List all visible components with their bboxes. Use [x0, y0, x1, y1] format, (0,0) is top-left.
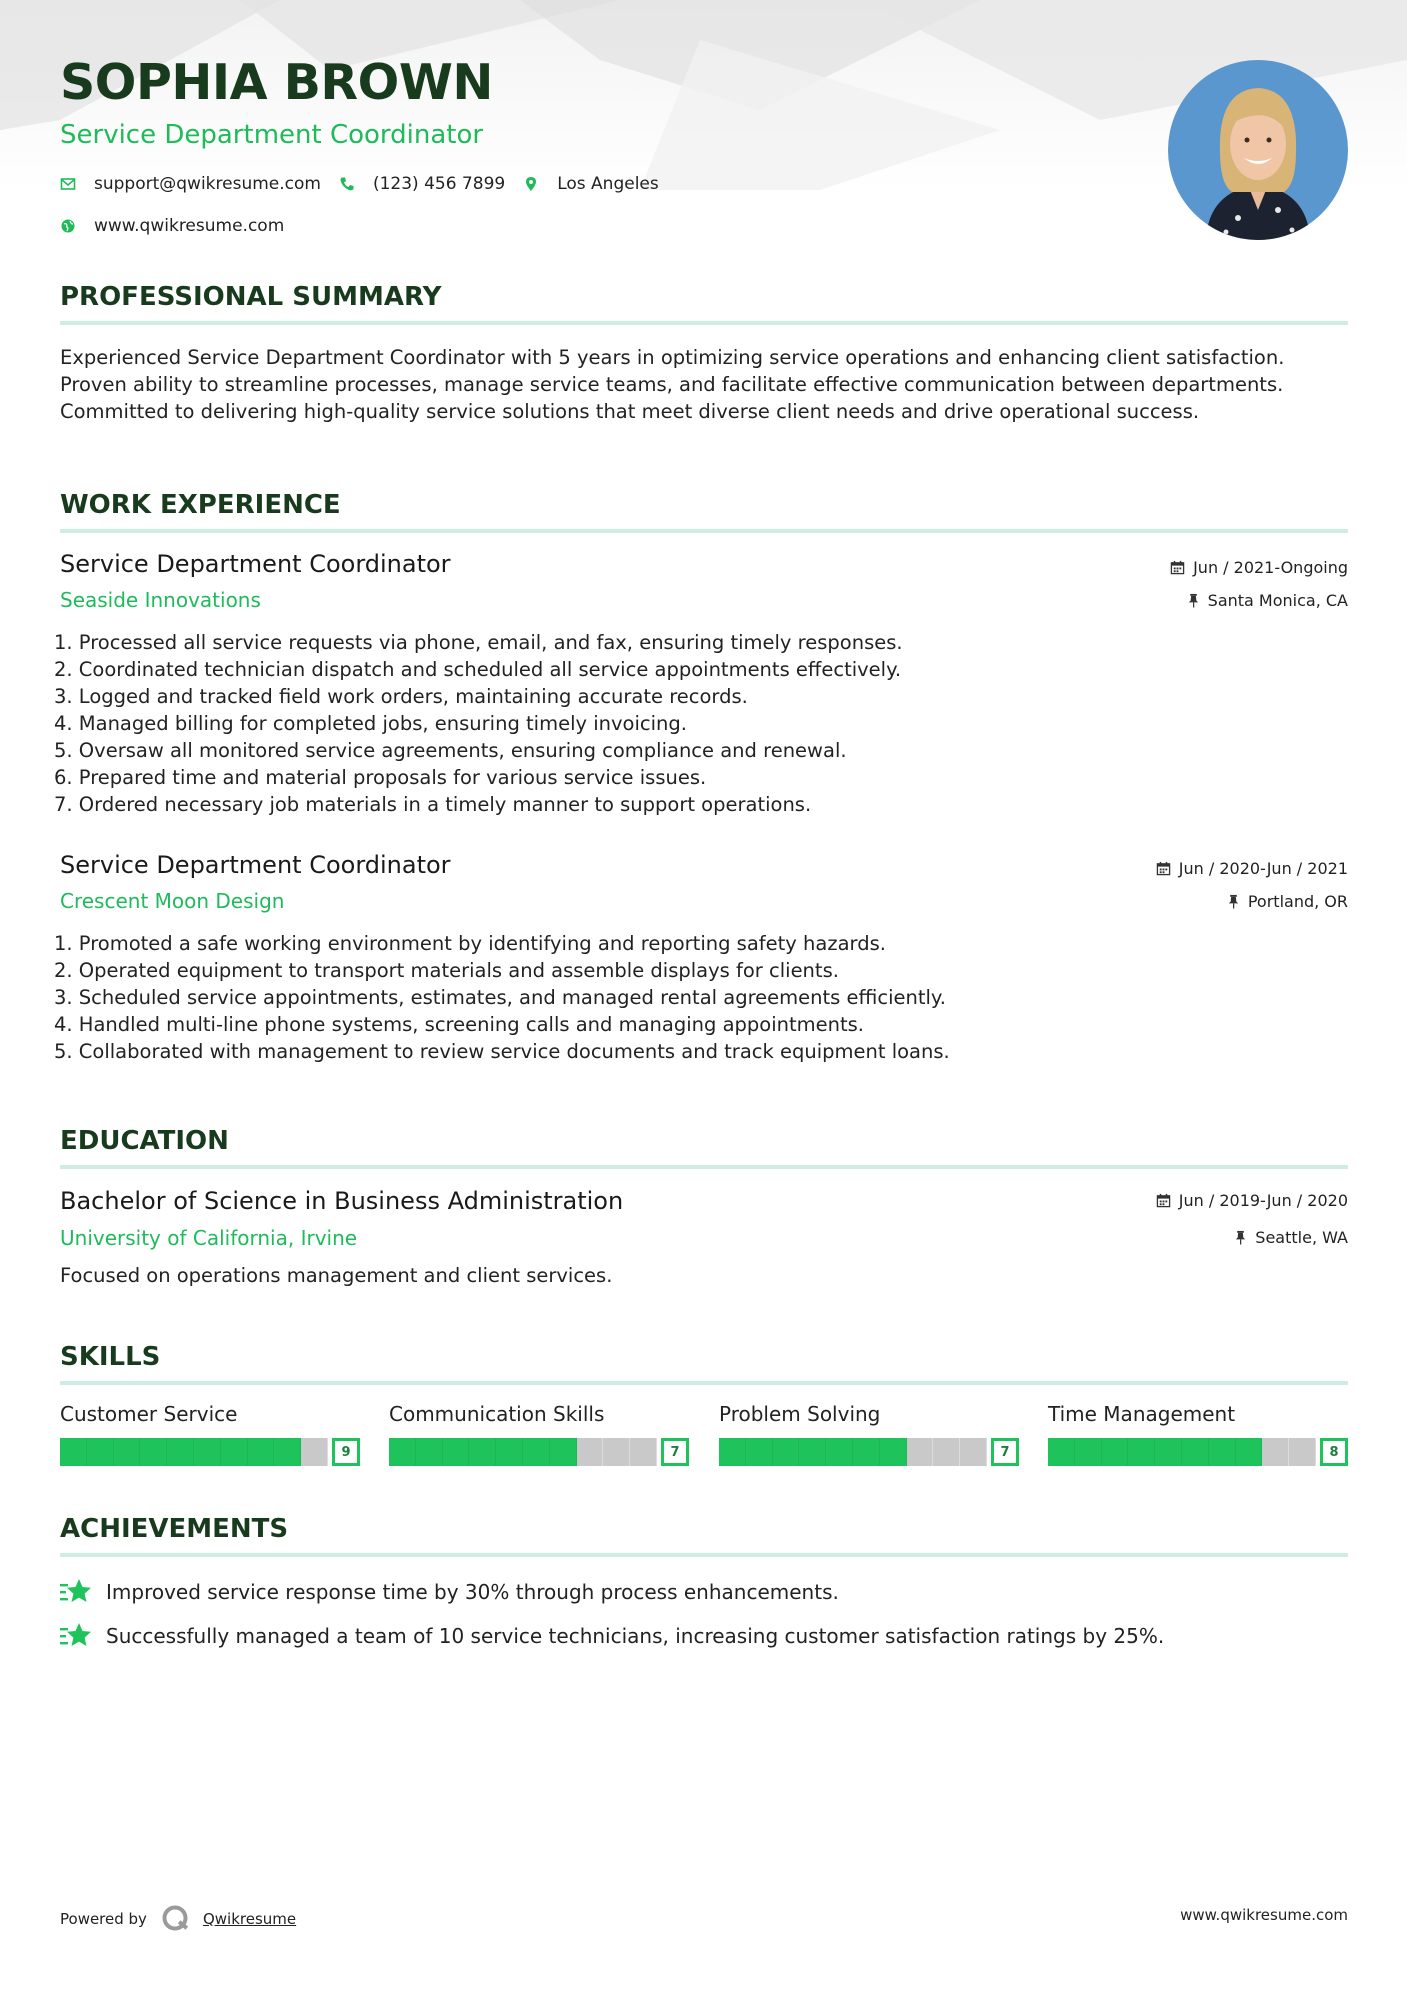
trophy-star-icon [60, 1622, 92, 1650]
skill-meter-segment [443, 1438, 470, 1466]
list-item: 1. Processed all service requests via phone, email, and fax, ensuring timely responses. [54, 631, 903, 654]
skill-meter-segment [907, 1438, 934, 1466]
skill-meter-track [389, 1438, 657, 1466]
list-item: 3. Logged and tracked field work orders, maintaining accurate records. [54, 685, 748, 708]
job-responsibilities [54, 930, 1354, 1065]
job-location [1187, 591, 1348, 610]
section-divider [60, 529, 1348, 533]
globe-icon [60, 218, 76, 234]
section-divider [60, 1381, 1348, 1385]
skill-meter-segment [799, 1438, 826, 1466]
job-dates-text: Jun / 2020-Jun / 2021 [1178, 859, 1348, 878]
candidate-name: SOPHIA BROWN [60, 54, 493, 111]
skill-meter-segment [1102, 1438, 1129, 1466]
skill-meter-segment [746, 1438, 773, 1466]
skill-meter-segment [389, 1438, 416, 1466]
skill-meter [389, 1438, 689, 1466]
job-location-text: Santa Monica, CA [1207, 591, 1348, 610]
contact-email[interactable]: support@qwikresume.com [94, 174, 321, 194]
skill-name: Communication Skills [389, 1402, 605, 1426]
skill-meter-track [1048, 1438, 1316, 1466]
list-item: 3. Scheduled service appointments, estimates, and managed rental agreements efficiently. [54, 986, 946, 1009]
skill-level-badge: 8 [1320, 1438, 1348, 1466]
skill-meter [1048, 1438, 1348, 1466]
skill-meter-segment [1048, 1438, 1075, 1466]
achievement-text: Successfully managed a team of 10 service technicians, increasing customer satisfaction ratings by 25%. [106, 1624, 1165, 1648]
job-dates [1156, 859, 1348, 878]
skill-meter-segment [577, 1438, 604, 1466]
contact-row-primary [60, 174, 677, 194]
skill-item [389, 1402, 689, 1466]
qwikresume-link[interactable]: Qwikresume [202, 1910, 297, 1928]
footer-url[interactable]: www.qwikresume.com [1180, 1906, 1348, 1924]
skill-meter-segment [469, 1438, 496, 1466]
trophy-star-icon [60, 1578, 92, 1606]
contact-row-secondary [60, 216, 302, 236]
qwikresume-logo-icon [161, 1904, 191, 1934]
degree-title: Bachelor of Science in Business Administration [60, 1187, 624, 1215]
map-pin-icon [523, 176, 539, 192]
skill-meter-segment [550, 1438, 577, 1466]
pushpin-icon [1234, 1230, 1247, 1245]
job-title: Service Department Coordinator [60, 550, 451, 578]
skill-meter-segment [719, 1438, 746, 1466]
skill-meter-segment [140, 1438, 167, 1466]
skill-level-badge: 9 [332, 1438, 360, 1466]
school-name: University of California, Irvine [60, 1226, 358, 1250]
candidate-role: Service Department Coordinator [60, 120, 484, 150]
skill-meter-segment [1209, 1438, 1236, 1466]
job-dates-text: Jun / 2021-Ongoing [1193, 558, 1348, 577]
skill-meter-segment [248, 1438, 275, 1466]
skill-level-badge: 7 [991, 1438, 1019, 1466]
pushpin-icon [1227, 894, 1240, 909]
skill-meter-segment [60, 1438, 87, 1466]
skill-meter-segment [1128, 1438, 1155, 1466]
skill-meter-segment [167, 1438, 194, 1466]
skill-meter-track [60, 1438, 328, 1466]
calendar-icon [1156, 861, 1171, 876]
skill-meter-segment [853, 1438, 880, 1466]
skill-meter-track [719, 1438, 987, 1466]
skill-meter-segment [523, 1438, 550, 1466]
skill-meter-segment [1182, 1438, 1209, 1466]
calendar-icon [1156, 1193, 1171, 1208]
skill-meter-segment [880, 1438, 907, 1466]
skill-meter-segment [630, 1438, 657, 1466]
envelope-icon [60, 176, 76, 192]
skill-meter-segment [1262, 1438, 1289, 1466]
job-title: Service Department Coordinator [60, 851, 451, 879]
profile-photo [1168, 60, 1348, 240]
skill-meter-segment [87, 1438, 114, 1466]
section-divider [60, 1165, 1348, 1169]
section-title-education: EDUCATION [60, 1126, 229, 1156]
skill-meter-segment [933, 1438, 960, 1466]
skill-meter-segment [194, 1438, 221, 1466]
list-item: 2. Operated equipment to transport materials and assemble displays for clients. [54, 959, 839, 982]
skill-meter-segment [1155, 1438, 1182, 1466]
skill-meter-segment [301, 1438, 328, 1466]
skill-item [719, 1402, 1019, 1466]
skill-level-badge: 7 [661, 1438, 689, 1466]
calendar-icon [1170, 560, 1185, 575]
section-divider [60, 1553, 1348, 1557]
skill-meter-segment [274, 1438, 301, 1466]
section-title-achievements: ACHIEVEMENTS [60, 1514, 289, 1544]
skill-meter-segment [603, 1438, 630, 1466]
contact-location: Los Angeles [557, 174, 659, 194]
skill-item [1048, 1402, 1348, 1466]
education-dates-text: Jun / 2019-Jun / 2020 [1178, 1191, 1348, 1210]
skill-meter-segment [960, 1438, 987, 1466]
list-item: 7. Ordered necessary job materials in a timely manner to support operations. [54, 793, 812, 816]
achievement-item [60, 1622, 1164, 1650]
list-item: 4. Managed billing for completed jobs, ensuring timely invoicing. [54, 712, 687, 735]
education-location-text: Seattle, WA [1255, 1228, 1348, 1247]
job-location-text: Portland, OR [1247, 892, 1348, 911]
skill-meter-segment [1236, 1438, 1263, 1466]
skill-meter-segment [114, 1438, 141, 1466]
contact-phone[interactable]: (123) 456 7899 [372, 174, 506, 194]
list-item: 1. Promoted a safe working environment by identifying and reporting safety hazards. [54, 932, 886, 955]
skill-meter-segment [1075, 1438, 1102, 1466]
section-title-skills: SKILLS [60, 1342, 161, 1372]
achievement-text: Improved service response time by 30% through process enhancements. [106, 1580, 839, 1604]
powered-by-label: Powered by [60, 1910, 147, 1928]
education-dates [1156, 1191, 1348, 1210]
education-description: Focused on operations management and client services. [60, 1264, 613, 1287]
job-location [1227, 892, 1348, 911]
phone-icon [339, 176, 355, 192]
skill-meter [719, 1438, 1019, 1466]
skill-meter-segment [221, 1438, 248, 1466]
job-responsibilities [54, 629, 1354, 818]
section-divider [60, 321, 1348, 325]
skill-meter-segment [1289, 1438, 1316, 1466]
skill-meter-segment [496, 1438, 523, 1466]
skill-meter-segment [826, 1438, 853, 1466]
list-item: 6. Prepared time and material proposals for various service issues. [54, 766, 707, 789]
skill-name: Time Management [1048, 1402, 1236, 1426]
footer-branding [60, 1904, 296, 1934]
summary-text: Experienced Service Department Coordinator with 5 years in optimizing service operations and enhancing client satisfaction. Proven ability to streamline processes, manage service teams, and facilitate effective communication between departments. Committed to delivering high-quality service solutions that meet diverse client needs and drive operational success. [60, 346, 1285, 423]
section-title-summary: PROFESSIONAL SUMMARY [60, 282, 442, 312]
job-dates [1170, 558, 1348, 577]
education-location [1234, 1228, 1348, 1247]
contact-website[interactable]: www.qwikresume.com [94, 216, 285, 236]
list-item: 5. Collaborated with management to review service documents and track equipment loans. [54, 1040, 950, 1063]
list-item: 2. Coordinated technician dispatch and scheduled all service appointments effectively. [54, 658, 902, 681]
skill-item [60, 1402, 360, 1466]
list-item: 4. Handled multi-line phone systems, screening calls and managing appointments. [54, 1013, 865, 1036]
skill-meter-segment [773, 1438, 800, 1466]
skill-name: Customer Service [60, 1402, 238, 1426]
job-company: Crescent Moon Design [60, 889, 285, 913]
pushpin-icon [1187, 593, 1200, 608]
section-title-experience: WORK EXPERIENCE [60, 490, 341, 520]
achievement-item [60, 1578, 839, 1606]
list-item: 5. Oversaw all monitored service agreements, ensuring compliance and renewal. [54, 739, 847, 762]
skill-meter [60, 1438, 360, 1466]
job-company: Seaside Innovations [60, 588, 261, 612]
skill-meter-segment [416, 1438, 443, 1466]
skill-name: Problem Solving [719, 1402, 881, 1426]
